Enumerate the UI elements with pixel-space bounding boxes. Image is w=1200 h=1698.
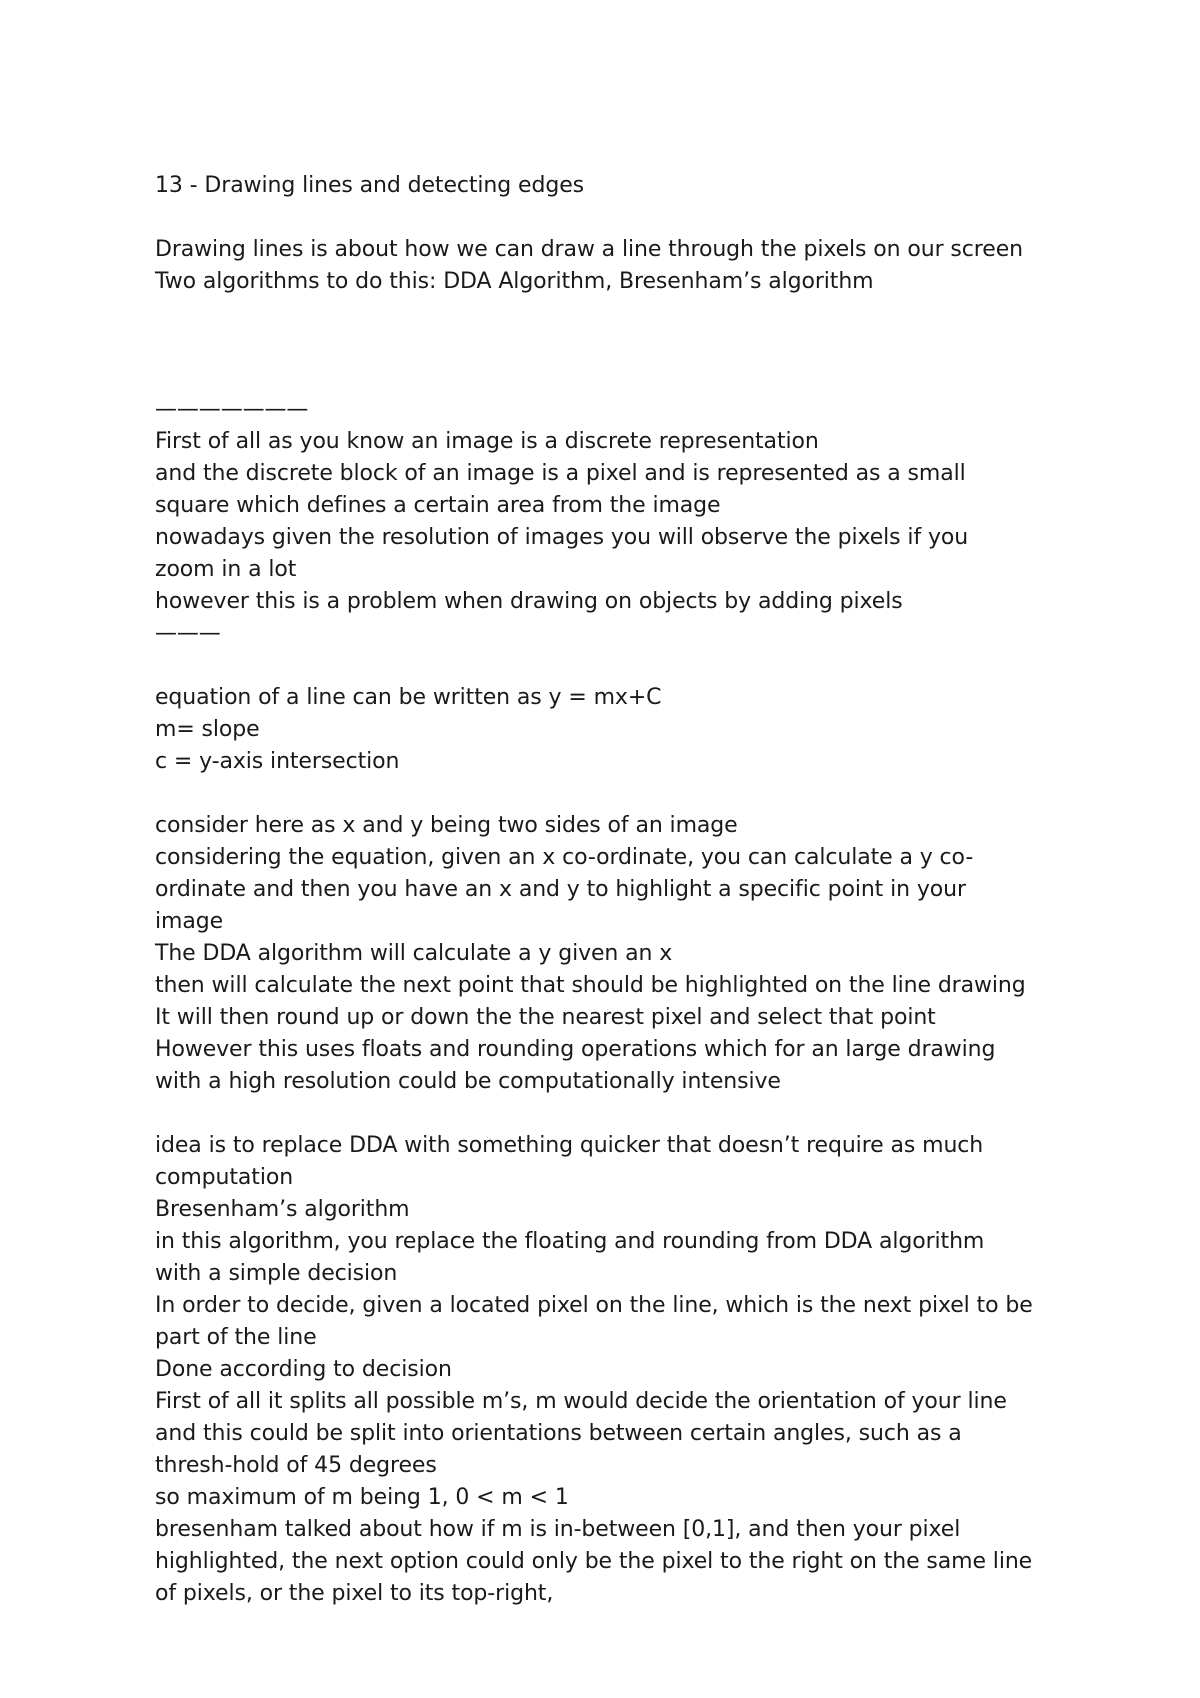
bresenham-line-6: In order to decide, given a located pixel on the line, which is the next pixel to be [155,1293,1033,1318]
dda-line-4: image [155,909,224,934]
bresenham-line-13: bresenham talked about how if m is in-between [0,1], and then your pixel [155,1517,961,1542]
pixels-line-5: zoom in a lot [155,557,297,582]
intro-line-1: Drawing lines is about how we can draw a line through the pixels on our screen [155,237,1023,262]
bresenham-line-14: highlighted, the next option could only be the pixel to the right on the same line [155,1549,1033,1574]
divider-short: ——— [155,621,221,646]
pixels-line-3: square which defines a certain area from the image [155,493,721,518]
pixels-line-1: First of all as you know an image is a discrete representation [155,429,819,454]
pixels-line-2: and the discrete block of an image is a pixel and is represented as a small [155,461,966,486]
dda-line-2: considering the equation, given an x co-ordinate, you can calculate a y co- [155,845,974,870]
dda-line-7: It will then round up or down the the nearest pixel and select that point [155,1005,936,1030]
pixels-line-6: however this is a problem when drawing on objects by adding pixels [155,589,903,614]
document-body [155,170,1055,1610]
dda-line-8: However this uses floats and rounding operations which for an large drawing [155,1037,996,1062]
dda-line-1: consider here as x and y being two sides of an image [155,813,738,838]
dda-line-6: then will calculate the next point that should be highlighted on the line drawing [155,973,1026,998]
bresenham-line-2: computation [155,1165,294,1190]
bresenham-line-4: in this algorithm, you replace the floating and rounding from DDA algorithm [155,1229,985,1254]
equation-line-2: m= slope [155,717,260,742]
intro-line-2: Two algorithms to do this: DDA Algorithm, Bresenham’s algorithm [155,269,874,294]
equation-line-1: equation of a line can be written as y = mx+C [155,685,662,710]
bresenham-line-9: First of all it splits all possible m’s, m would decide the orientation of your line [155,1389,1007,1414]
bresenham-line-15: of pixels, or the pixel to its top-right, [155,1581,554,1606]
bresenham-line-10: and this could be split into orientations between certain angles, such as a [155,1421,962,1446]
bresenham-line-12: so maximum of m being 1, 0 < m < 1 [155,1485,569,1510]
dda-line-9: with a high resolution could be computationally intensive [155,1069,781,1094]
spacer [155,362,1055,394]
dda-line-5: The DDA algorithm will calculate a y given an x [155,941,673,966]
bresenham-line-11: thresh-hold of 45 degrees [155,1453,437,1478]
spacer [155,202,1055,234]
bresenham-line-8: Done according to decision [155,1357,452,1382]
pixels-line-4: nowadays given the resolution of images you will observe the pixels if you [155,525,969,550]
divider-long: ——————— [155,397,309,422]
bresenham-line-3: Bresenham’s algorithm [155,1197,410,1222]
spacer [155,298,1055,362]
bresenham-line-5: with a simple decision [155,1261,398,1286]
document-title: 13 - Drawing lines and detecting edges [155,173,584,198]
bresenham-line-7: part of the line [155,1325,317,1350]
spacer [155,778,1055,810]
equation-line-3: c = y-axis intersection [155,749,400,774]
dda-line-3: ordinate and then you have an x and y to highlight a specific point in your [155,877,966,902]
spacer [155,650,1055,682]
spacer [155,1098,1055,1130]
bresenham-line-1: idea is to replace DDA with something quicker that doesn’t require as much [155,1133,984,1158]
